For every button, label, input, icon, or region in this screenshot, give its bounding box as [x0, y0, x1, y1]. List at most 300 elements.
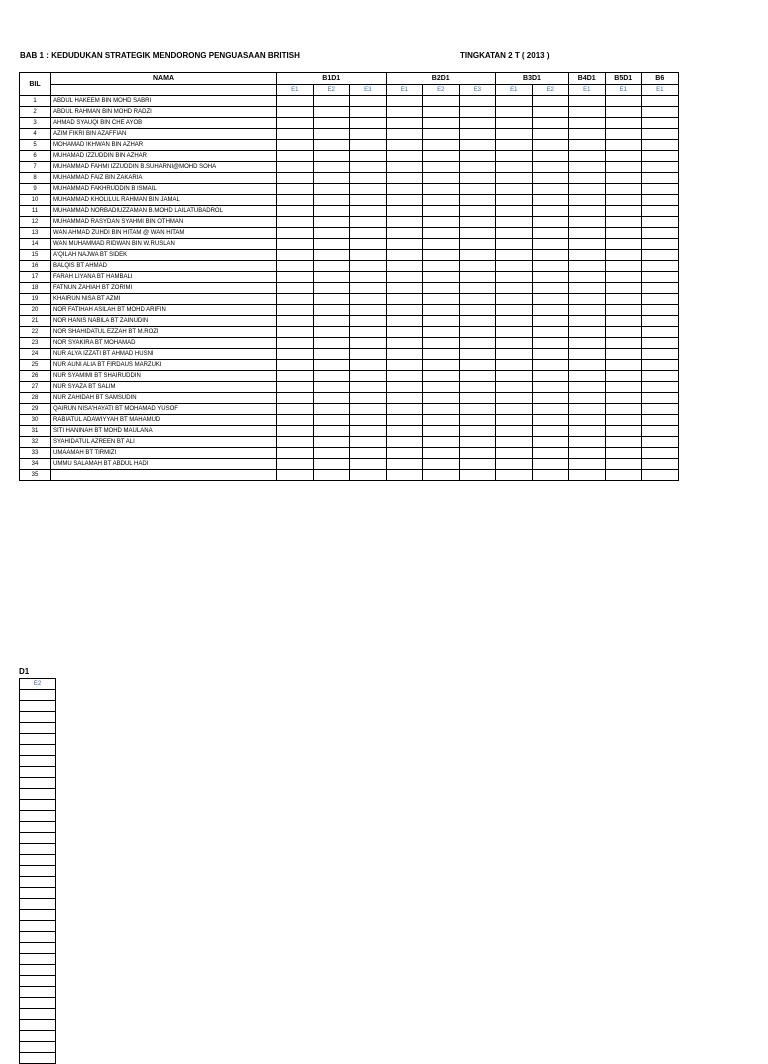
main-page-area	[0, 72, 679, 484]
score-cell	[642, 129, 679, 140]
student-name: MUHAMMAD KHOLILUL RAHMAN BIN JAMAL	[51, 195, 277, 206]
score-cell	[423, 437, 460, 448]
score-cell	[423, 151, 460, 162]
score-cell	[423, 206, 460, 217]
score-cell	[642, 349, 679, 360]
score-cell	[496, 283, 533, 294]
fragment-row	[20, 877, 56, 888]
table-row	[20, 294, 679, 305]
score-cell	[423, 470, 460, 481]
score-cell	[423, 162, 460, 173]
fragment-cell	[20, 866, 56, 877]
score-cell	[277, 107, 314, 118]
score-cell	[313, 283, 350, 294]
fragment-cell	[20, 789, 56, 800]
score-cell	[277, 261, 314, 272]
score-cell	[642, 184, 679, 195]
fragment-row	[20, 833, 56, 844]
score-cell	[642, 195, 679, 206]
student-name: WAN AHMAD ZUHDI BIN HITAM @ WAN HITAM	[51, 228, 277, 239]
row-number: 33	[20, 448, 51, 459]
score-cell	[532, 140, 569, 151]
student-name: FARAH LIYANA BT HAMBALI	[51, 272, 277, 283]
score-cell	[350, 173, 387, 184]
score-cell	[459, 129, 496, 140]
score-cell	[642, 327, 679, 338]
row-number: 10	[20, 195, 51, 206]
score-cell	[423, 173, 460, 184]
score-cell	[496, 349, 533, 360]
score-cell	[386, 294, 423, 305]
student-name: MUHAMMAD NORBADIUZZAMAN B.MOHD LAILATUBADROL	[51, 206, 277, 217]
score-cell	[313, 448, 350, 459]
score-cell	[313, 118, 350, 129]
score-cell	[313, 129, 350, 140]
score-cell	[386, 184, 423, 195]
fragment-cell	[20, 910, 56, 921]
fragment-row	[20, 690, 56, 701]
score-cell	[313, 239, 350, 250]
score-cell	[642, 404, 679, 415]
score-cell	[605, 316, 642, 327]
score-cell	[423, 272, 460, 283]
row-number: 4	[20, 129, 51, 140]
row-number: 24	[20, 349, 51, 360]
score-cell	[423, 228, 460, 239]
score-cell	[532, 151, 569, 162]
score-cell	[423, 294, 460, 305]
score-cell	[496, 437, 533, 448]
fragment-row	[20, 1031, 56, 1042]
score-cell	[459, 305, 496, 316]
fragment-row	[20, 778, 56, 789]
score-cell	[277, 195, 314, 206]
score-cell	[532, 283, 569, 294]
score-cell	[423, 316, 460, 327]
score-cell	[386, 96, 423, 107]
score-cell	[459, 294, 496, 305]
score-cell	[277, 305, 314, 316]
score-cell	[532, 118, 569, 129]
score-cell	[277, 360, 314, 371]
score-cell	[277, 118, 314, 129]
score-cell	[605, 151, 642, 162]
score-cell	[313, 162, 350, 173]
score-cell	[423, 426, 460, 437]
fragment-cell	[20, 734, 56, 745]
score-cell	[350, 294, 387, 305]
class-info: TINGKATAN 2 T ( 2013 )	[460, 51, 550, 60]
row-number: 11	[20, 206, 51, 217]
fragment-row	[20, 1042, 56, 1053]
score-cell	[313, 206, 350, 217]
score-cell	[277, 173, 314, 184]
score-cell	[569, 327, 606, 338]
student-rows	[20, 96, 679, 481]
score-cell	[313, 140, 350, 151]
score-cell	[605, 426, 642, 437]
score-cell	[496, 371, 533, 382]
score-cell	[313, 107, 350, 118]
score-cell	[313, 437, 350, 448]
table-row	[20, 129, 679, 140]
score-cell	[532, 327, 569, 338]
score-cell	[277, 437, 314, 448]
score-cell	[386, 239, 423, 250]
row-number: 31	[20, 426, 51, 437]
score-cell	[277, 272, 314, 283]
score-cell	[496, 206, 533, 217]
fragment-row	[20, 943, 56, 954]
score-cell	[459, 250, 496, 261]
score-cell	[350, 415, 387, 426]
table-row	[20, 96, 679, 107]
sub-header-0-1: E2	[313, 85, 350, 96]
student-name: KHAIRUN NISA BT AZMI	[51, 294, 277, 305]
score-cell	[350, 338, 387, 349]
fragment-row	[20, 932, 56, 943]
student-name: MUHAMMAD FAIZ BIN ZAKARIA	[51, 173, 277, 184]
score-cell	[496, 261, 533, 272]
row-number: 8	[20, 173, 51, 184]
score-cell	[642, 371, 679, 382]
score-cell	[459, 349, 496, 360]
score-cell	[459, 173, 496, 184]
score-cell	[605, 305, 642, 316]
score-cell	[496, 426, 533, 437]
score-cell	[605, 459, 642, 470]
score-cell	[532, 294, 569, 305]
fragment-cell	[20, 800, 56, 811]
student-name: AHMAD SYAUQI BIN CHE AYOB	[51, 118, 277, 129]
score-cell	[386, 426, 423, 437]
score-cell	[277, 459, 314, 470]
score-cell	[277, 283, 314, 294]
score-cell	[350, 195, 387, 206]
score-cell	[313, 261, 350, 272]
score-cell	[459, 96, 496, 107]
fragment-row	[20, 712, 56, 723]
score-cell	[277, 393, 314, 404]
score-cell	[605, 404, 642, 415]
score-cell	[277, 206, 314, 217]
score-cell	[313, 316, 350, 327]
score-cell	[642, 338, 679, 349]
sub-header-0-0: E1	[277, 85, 314, 96]
score-cell	[569, 239, 606, 250]
score-cell	[642, 272, 679, 283]
score-cell	[459, 228, 496, 239]
score-cell	[642, 173, 679, 184]
score-cell	[350, 261, 387, 272]
fragment-row	[20, 921, 56, 932]
score-cell	[532, 404, 569, 415]
score-cell	[569, 360, 606, 371]
fragment-row	[20, 965, 56, 976]
score-cell	[605, 393, 642, 404]
score-cell	[532, 184, 569, 195]
col-nama-subheader	[51, 85, 277, 96]
score-cell	[277, 217, 314, 228]
fragment-cell	[20, 1053, 56, 1064]
score-cell	[569, 437, 606, 448]
col-nama-header: NAMA	[51, 73, 277, 85]
fragment-row	[20, 899, 56, 910]
score-cell	[605, 470, 642, 481]
score-cell	[532, 349, 569, 360]
fragment-row	[20, 1020, 56, 1031]
table-row	[20, 217, 679, 228]
score-cell	[386, 151, 423, 162]
score-cell	[605, 118, 642, 129]
score-cell	[569, 338, 606, 349]
fragment-cell	[20, 1042, 56, 1053]
score-cell	[569, 217, 606, 228]
student-name: FATNUN ZAHIAH BT ZORIMI	[51, 283, 277, 294]
score-cell	[386, 360, 423, 371]
score-cell	[386, 327, 423, 338]
table-row	[20, 426, 679, 437]
fragment-row	[20, 734, 56, 745]
fragment-cell	[20, 767, 56, 778]
group-header-1: B2D1	[386, 73, 496, 85]
table-row	[20, 349, 679, 360]
score-cell	[569, 382, 606, 393]
row-number: 17	[20, 272, 51, 283]
score-cell	[496, 404, 533, 415]
fragment-cell	[20, 1009, 56, 1020]
score-cell	[459, 316, 496, 327]
score-cell	[423, 338, 460, 349]
score-cell	[496, 327, 533, 338]
score-cell	[350, 371, 387, 382]
score-cell	[350, 184, 387, 195]
student-name: RABIATUL ADAWIYYAH BT MAHAMUD	[51, 415, 277, 426]
score-cell	[532, 382, 569, 393]
fragment-cell	[20, 943, 56, 954]
score-cell	[605, 415, 642, 426]
score-cell	[532, 470, 569, 481]
score-cell	[532, 338, 569, 349]
score-cell	[642, 217, 679, 228]
score-cell	[496, 316, 533, 327]
group-header-row	[20, 73, 679, 85]
student-name: UMAAMAH BT TIRMIZI	[51, 448, 277, 459]
fragment-cell	[20, 745, 56, 756]
table-row	[20, 448, 679, 459]
row-number: 16	[20, 261, 51, 272]
table-row	[20, 283, 679, 294]
fragment-row	[20, 888, 56, 899]
score-cell	[423, 195, 460, 206]
fragment-cell	[20, 976, 56, 987]
score-cell	[496, 305, 533, 316]
student-name: MUHAMMAD RASYDAN SYAHMI BIN OTHMAN	[51, 217, 277, 228]
score-cell	[313, 327, 350, 338]
score-cell	[313, 294, 350, 305]
score-cell	[569, 294, 606, 305]
fragment-cell	[20, 701, 56, 712]
score-cell	[350, 107, 387, 118]
score-cell	[459, 426, 496, 437]
score-cell	[350, 272, 387, 283]
score-cell	[313, 470, 350, 481]
score-cell	[350, 140, 387, 151]
score-cell	[569, 426, 606, 437]
score-cell	[386, 195, 423, 206]
fragment-cell	[20, 965, 56, 976]
fragment-cell	[20, 1031, 56, 1042]
score-cell	[459, 195, 496, 206]
student-name	[51, 470, 277, 481]
score-cell	[277, 184, 314, 195]
score-cell	[569, 261, 606, 272]
score-cell	[532, 195, 569, 206]
fragment-sub-header-row	[20, 679, 56, 690]
score-cell	[277, 404, 314, 415]
score-cell	[569, 305, 606, 316]
score-cell	[496, 239, 533, 250]
score-cell	[459, 371, 496, 382]
score-cell	[569, 107, 606, 118]
score-cell	[459, 437, 496, 448]
score-cell	[642, 151, 679, 162]
score-cell	[423, 305, 460, 316]
student-name: SYAHIDATUL AZREEN BT ALI	[51, 437, 277, 448]
table-row	[20, 162, 679, 173]
score-cell	[350, 470, 387, 481]
score-cell	[605, 327, 642, 338]
score-cell	[350, 217, 387, 228]
col-bil-header: BIL	[20, 73, 51, 96]
score-cell	[350, 448, 387, 459]
score-cell	[350, 118, 387, 129]
score-cell	[569, 470, 606, 481]
score-cell	[350, 393, 387, 404]
score-cell	[569, 228, 606, 239]
score-cell	[605, 195, 642, 206]
score-cell	[496, 338, 533, 349]
table-row	[20, 151, 679, 162]
score-cell	[350, 151, 387, 162]
score-cell	[423, 371, 460, 382]
table-row	[20, 393, 679, 404]
score-cell	[642, 415, 679, 426]
score-cell	[496, 228, 533, 239]
score-cell	[459, 415, 496, 426]
row-number: 26	[20, 371, 51, 382]
score-cell	[386, 316, 423, 327]
score-cell	[569, 448, 606, 459]
score-cell	[569, 371, 606, 382]
score-cell	[459, 206, 496, 217]
group-header-3: B4D1	[569, 73, 606, 85]
score-cell	[532, 239, 569, 250]
score-cell	[459, 283, 496, 294]
score-cell	[569, 118, 606, 129]
score-cell	[350, 404, 387, 415]
score-cell	[605, 162, 642, 173]
score-cell	[605, 184, 642, 195]
score-cell	[386, 261, 423, 272]
student-name: A'QILAH NAJWA BT SIDEK	[51, 250, 277, 261]
score-cell	[350, 206, 387, 217]
score-cell	[386, 393, 423, 404]
score-cell	[313, 228, 350, 239]
score-cell	[313, 349, 350, 360]
row-number: 23	[20, 338, 51, 349]
score-cell	[277, 250, 314, 261]
fragment-cell	[20, 932, 56, 943]
score-cell	[569, 316, 606, 327]
score-cell	[605, 261, 642, 272]
score-cell	[459, 261, 496, 272]
row-number: 21	[20, 316, 51, 327]
score-cell	[386, 118, 423, 129]
score-cell	[277, 448, 314, 459]
score-cell	[459, 338, 496, 349]
score-cell	[605, 228, 642, 239]
table-row	[20, 272, 679, 283]
score-cell	[532, 250, 569, 261]
score-cell	[386, 305, 423, 316]
score-cell	[277, 382, 314, 393]
row-number: 9	[20, 184, 51, 195]
score-cell	[423, 393, 460, 404]
score-cell	[277, 162, 314, 173]
fragment-cell	[20, 877, 56, 888]
score-cell	[350, 96, 387, 107]
table-row	[20, 404, 679, 415]
score-cell	[386, 228, 423, 239]
score-cell	[423, 184, 460, 195]
fragment-row	[20, 767, 56, 778]
fragment-rows	[20, 690, 56, 1064]
score-cell	[459, 162, 496, 173]
fragment-row	[20, 1009, 56, 1020]
score-cell	[386, 459, 423, 470]
score-cell	[459, 470, 496, 481]
table-row	[20, 316, 679, 327]
row-number: 5	[20, 140, 51, 151]
student-name: WAN MUHAMMAD RIDWAN BIN W.RUSLAN	[51, 239, 277, 250]
score-cell	[423, 140, 460, 151]
score-cell	[350, 228, 387, 239]
table-row	[20, 459, 679, 470]
score-cell	[642, 250, 679, 261]
score-cell	[277, 338, 314, 349]
score-cell	[277, 294, 314, 305]
score-cell	[605, 283, 642, 294]
group-header-0: B1D1	[277, 73, 387, 85]
score-cell	[313, 360, 350, 371]
row-number: 1	[20, 96, 51, 107]
score-cell	[350, 239, 387, 250]
score-cell	[642, 118, 679, 129]
table-row	[20, 140, 679, 151]
sub-header-2-1: E2	[532, 85, 569, 96]
score-cell	[605, 371, 642, 382]
score-cell	[350, 382, 387, 393]
fragment-row	[20, 822, 56, 833]
score-cell	[386, 470, 423, 481]
score-cell	[350, 305, 387, 316]
score-cell	[459, 184, 496, 195]
table-row	[20, 371, 679, 382]
score-cell	[423, 415, 460, 426]
row-number: 2	[20, 107, 51, 118]
score-cell	[496, 162, 533, 173]
